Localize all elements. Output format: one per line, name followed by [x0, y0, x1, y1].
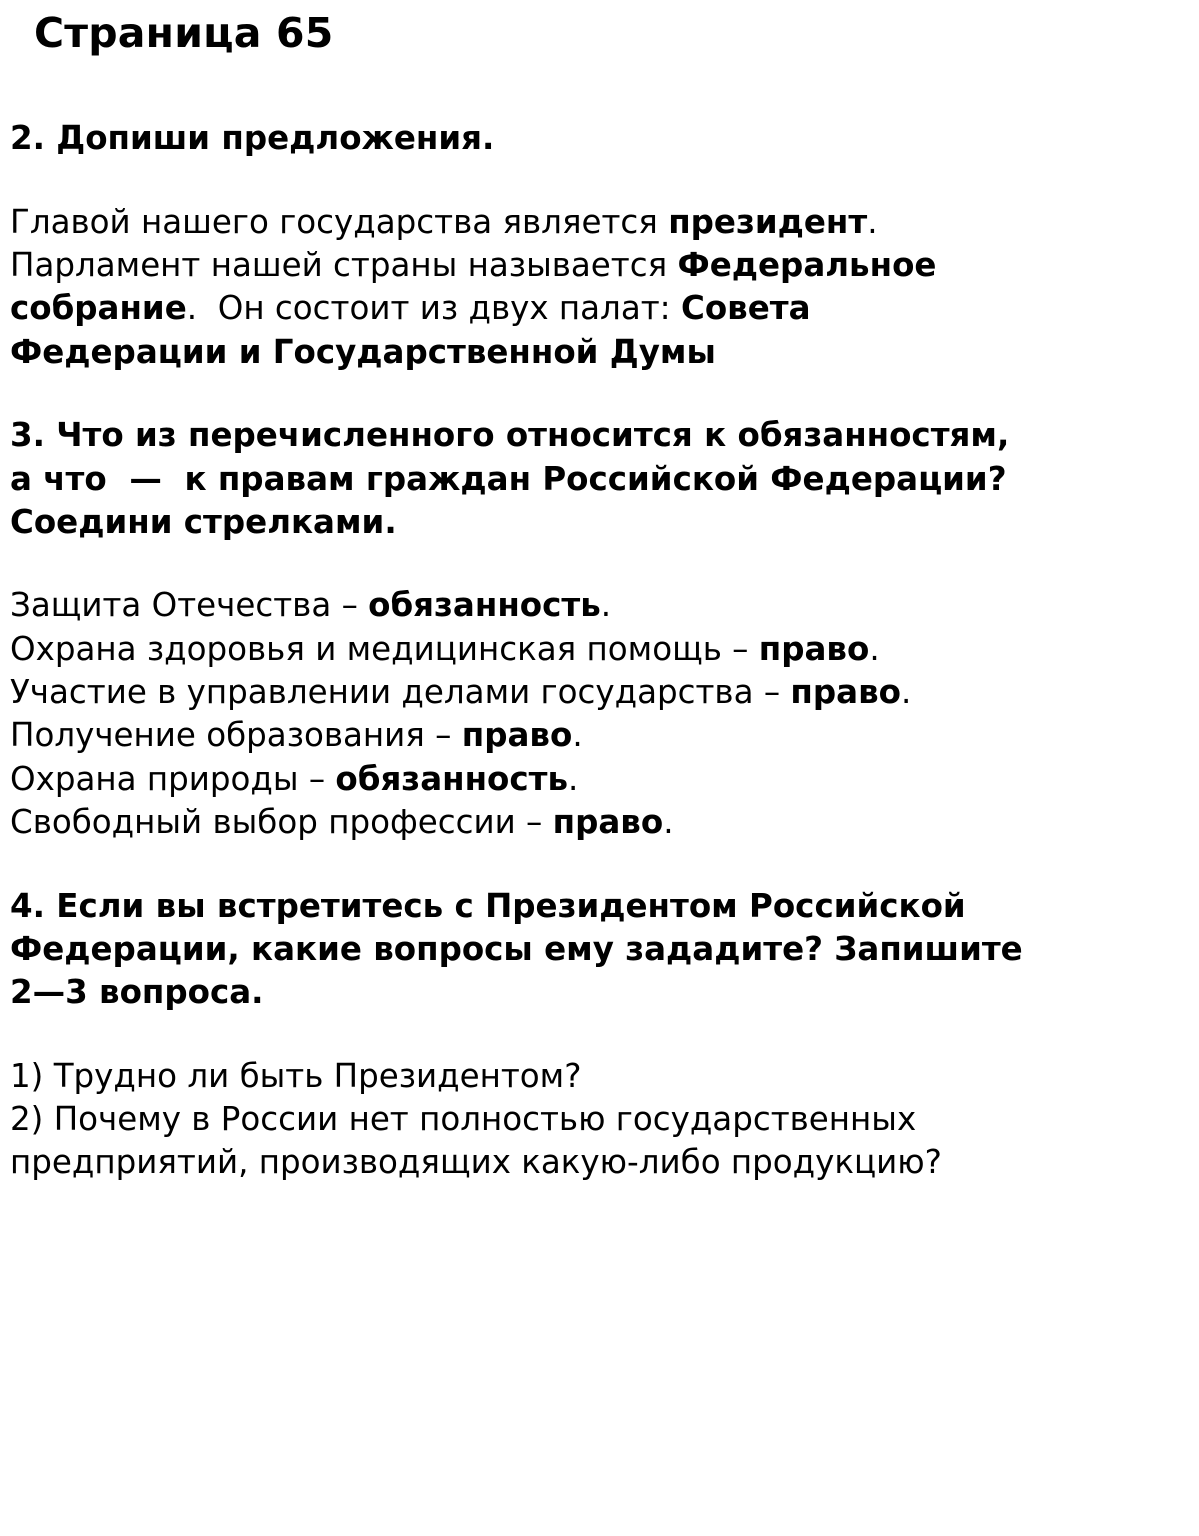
task-3-heading-line-1: 3. Что из перечисленного относится к обязанностям,	[10, 416, 1010, 455]
text-run-bold: право	[461, 716, 573, 755]
page-title: Страница 65	[34, 9, 334, 57]
task-4-heading-line-3: 2—3 вопроса.	[10, 973, 264, 1012]
text-run-bold: собрание	[10, 289, 187, 328]
task-4-heading-line-1: 4. Если вы встретитесь с Президентом Российской	[10, 886, 966, 925]
list-item	[10, 714, 1181, 757]
text-run: Участие в управлении делами государства –	[10, 673, 791, 711]
text-run-bold: Федеральное	[677, 246, 937, 284]
text-run: .	[600, 586, 612, 625]
task-4-question-list	[10, 1055, 1181, 1185]
task-3-heading	[10, 414, 1181, 544]
list-item: 1) Трудно ли быть Президентом?	[10, 1056, 582, 1095]
text-run: .	[568, 759, 579, 798]
task-2-line-4	[10, 331, 1181, 374]
spacer	[10, 1015, 1181, 1055]
text-run: Охрана природы –	[10, 759, 336, 798]
text-run: . Он состоит из двух палат:	[186, 289, 681, 328]
text-run-bold: право	[790, 673, 901, 711]
task-2-answer-text	[10, 201, 1181, 375]
text-run-bold: обязанность	[368, 586, 601, 625]
text-run: .	[900, 673, 912, 711]
text-run-bold: обязанность	[335, 759, 569, 798]
spacer	[10, 374, 1181, 414]
spacer	[10, 161, 1181, 201]
text-run: Охрана здоровья и медицинская помощь –	[10, 629, 759, 668]
text-run-bold: Совета	[680, 289, 811, 328]
task-3-heading-line-3: Соедини стрелками.	[10, 502, 397, 541]
list-item: 2) Почему в России нет полностью государственных	[10, 1100, 917, 1138]
task-3-answer-list	[10, 584, 1181, 844]
text-run: .	[572, 716, 583, 755]
text-run: Свободный выбор профессии –	[10, 803, 553, 842]
text-run: .	[869, 629, 880, 668]
spacer	[10, 65, 1181, 117]
task-2-line-1	[10, 201, 1181, 244]
list-item	[10, 671, 1181, 714]
task-3-heading-line-2: а что — к правам граждан Российской Федерации?	[10, 459, 1007, 498]
text-run-bold: президент	[668, 202, 868, 241]
text-run-bold: Федерации и Государственной Думы	[10, 332, 716, 371]
text-run: .	[663, 803, 674, 842]
text-run: .	[867, 202, 878, 241]
list-item	[10, 758, 1181, 801]
spacer	[10, 845, 1181, 885]
task-2-line-3	[10, 287, 1181, 330]
text-run: Получение образования –	[10, 716, 462, 755]
task-2-line-2	[10, 244, 1181, 287]
list-item: предприятий, производящих какую-либо продукцию?	[10, 1143, 942, 1182]
text-run: Главой нашего государства является	[10, 202, 669, 241]
text-run-bold: право	[552, 803, 664, 842]
text-run: Защита Отечества –	[10, 586, 369, 625]
spacer	[10, 544, 1181, 584]
list-item	[10, 584, 1181, 627]
list-item	[10, 801, 1181, 844]
text-run-bold: право	[758, 629, 870, 668]
text-run: Парламент нашей страны называется	[10, 246, 678, 284]
task-4-heading	[10, 885, 1181, 1015]
task-2-heading: 2. Допиши предложения.	[10, 119, 495, 158]
task-4-heading-line-2: Федерации, какие вопросы ему зададите? Запишите	[10, 929, 1023, 968]
list-item	[10, 628, 1181, 671]
